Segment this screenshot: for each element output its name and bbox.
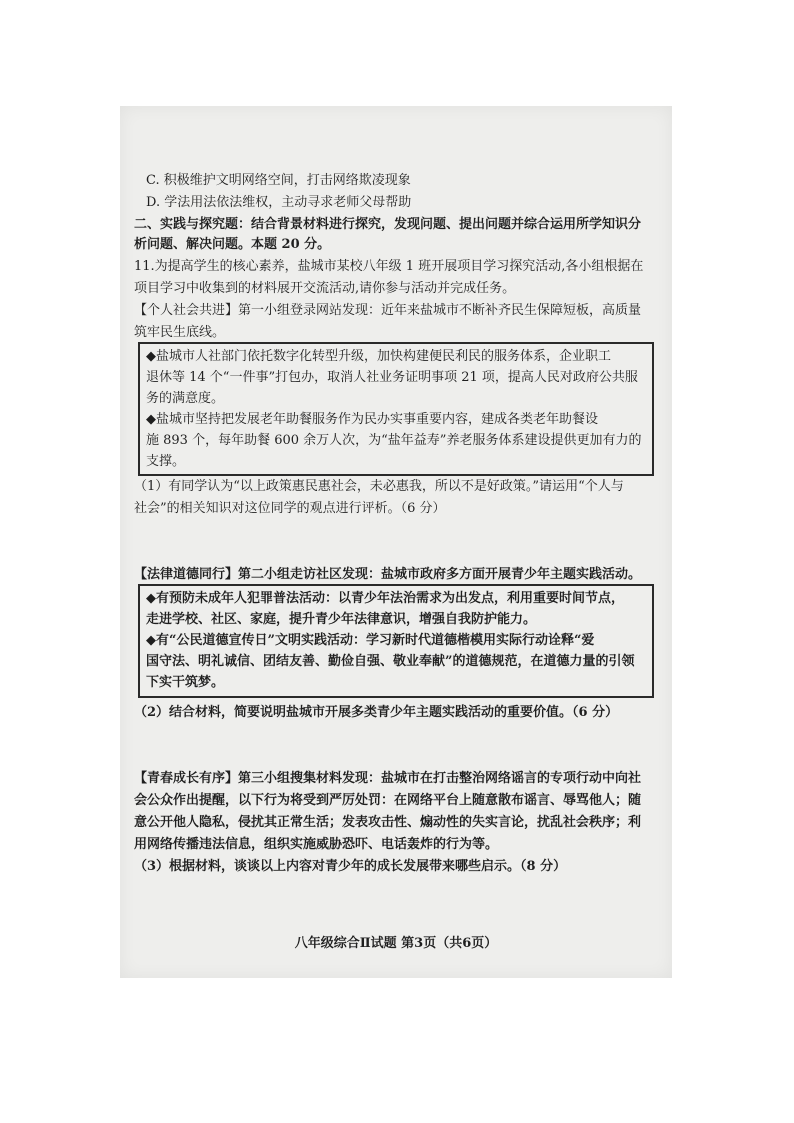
group1-material-box — [138, 342, 654, 476]
option-d: D. 学法用法依法维权，主动寻求老师父母帮助 — [146, 195, 412, 210]
material-line: ◆盐城市人社部门依托数字化转型升级，加快构建便民利民的服务体系，企业职工 — [146, 349, 611, 364]
group3-line: 【青春成长有序】第三小组搜集材料发现：盐城市在打击整治网络谣言的专项行动中向社 — [134, 771, 642, 786]
question-3: （3）根据材料，谈谈以上内容对青少年的成长发展带来哪些启示。（8 分） — [134, 859, 567, 874]
material-line: 务的满意度。 — [146, 391, 225, 406]
group2-lead: 【法律道德同行】第二小组走访社区发现：盐城市政府多方面开展青少年主题实践活动。 — [134, 567, 642, 582]
group1-lead-line-1: 【个人社会共进】第一小组登录网站发现：近年来盐城市不断补齐民生保障短板，高质量 — [134, 303, 642, 318]
group2-material-box — [138, 584, 654, 698]
group3-line: 会公众作出提醒，以下行为将受到严厉处罚：在网络平台上随意散布谣言、辱骂他人；随 — [134, 793, 642, 808]
question-2: （2）结合材料，简要说明盐城市开展多类青少年主题实践活动的重要价值。（6 分） — [134, 705, 619, 720]
question-1-line-2: 社会”的相关知识对这位同学的观点进行评析。（6 分） — [134, 501, 446, 516]
group1-lead-line-2: 筑牢民生底线。 — [134, 325, 226, 340]
exam-page — [120, 106, 672, 978]
group3-line: 意公开他人隐私，侵扰其正常生活；发表攻击性、煽动性的失实言论，扰乱社会秩序；利 — [134, 815, 642, 830]
material-line: ◆盐城市坚持把发展老年助餐服务作为民办实事重要内容，建成各类老年助餐设 — [146, 412, 598, 427]
material-line: ◆有“公民道德宣传日”文明实践活动：学习新时代道德楷模用实际行动诠释“爱 — [146, 633, 595, 648]
material-line: 退休等 14 个“一件事”打包办，取消人社业务证明事项 21 项，提高人民对政府公共服 — [146, 370, 638, 385]
material-line: 国守法、明礼诚信、团结友善、勤俭自强、敬业奉献”的道德规范，在道德力量的引领 — [146, 654, 635, 669]
question-intro-line-1: 11.为提高学生的核心素养，盐城市某校八年级 1 班开展项目学习探究活动,各小组根据在 — [134, 259, 644, 274]
material-line: ◆有预防未成年人犯罪普法活动：以青少年法治需求为出发点，利用重要时间节点， — [146, 591, 624, 606]
section-heading-line-1: 二、实践与探究题：结合背景材料进行探究，发现问题、提出问题并综合运用所学知识分 — [134, 217, 642, 232]
material-line: 施 893 个，每年助餐 600 余万人次，为“盐年益寿”养老服务体系建设提供更加有力的 — [146, 433, 642, 448]
question-1-line-1: （1）有同学认为“以上政策惠民惠社会，未必惠我，所以不是好政策。”请运用“个人与 — [134, 479, 624, 494]
page-footer: 八年级综合Ⅱ试题 第3页（共6页） — [294, 936, 498, 951]
material-line: 支撑。 — [146, 454, 186, 469]
group3-line: 用网络传播违法信息，组织实施威胁恐吓、电话轰炸的行为等。 — [134, 837, 499, 852]
question-intro-line-2: 项目学习中收集到的材料展开交流活动,请你参与活动并完成任务。 — [134, 281, 516, 296]
section-heading-line-2: 析问题、解决问题。本题 20 分。 — [134, 237, 331, 252]
material-line: 走进学校、社区、家庭，提升青少年法律意识，增强自我防护能力。 — [146, 612, 537, 627]
option-c: C. 积极维护文明网络空间，打击网络欺凌现象 — [146, 173, 411, 188]
material-line: 下实干筑梦。 — [146, 675, 225, 690]
